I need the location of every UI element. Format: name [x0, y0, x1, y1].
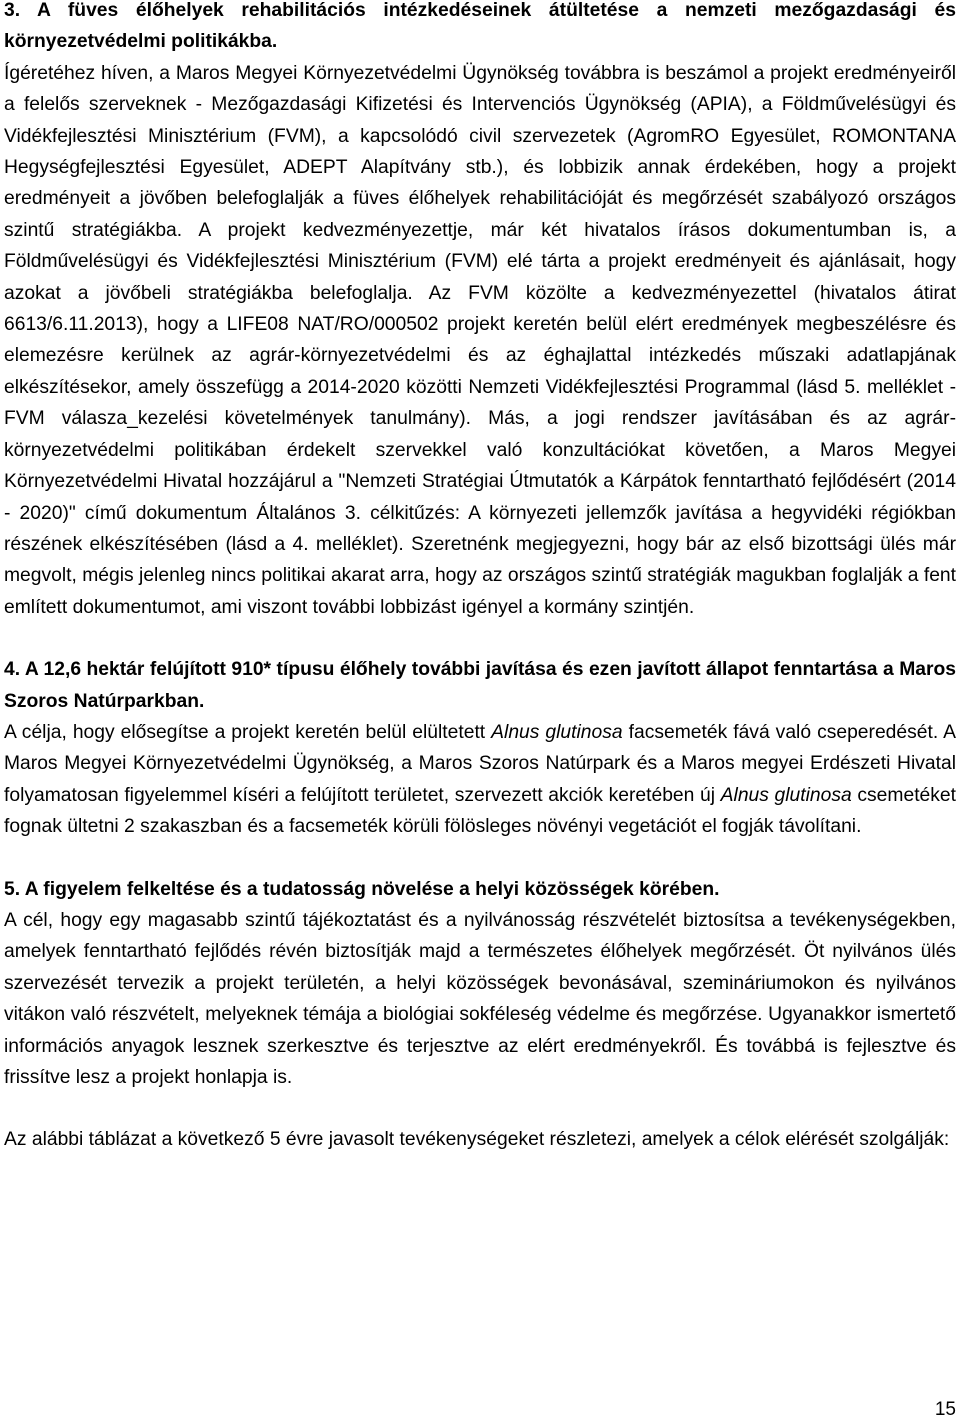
paragraph-gap	[4, 1093, 956, 1124]
section-3-heading: 3. A füves élőhelyek rehabilitációs intézkedéseinek átültetése a nemzeti mezőgazdasági és környezetvédelmi politikákba.	[4, 0, 956, 53]
section-4-body-part-2: facsemeték fává való cseperedését. A Maros Megyei Környezetvédelmi Ügynökség, a Maros Szoros Natúrpark és a Maros megyei Erdészeti Hivatal folyamatosan figyelemmel kíséri a felújított területet, szervezett akciók keretében új	[4, 721, 956, 806]
section-4-heading: 4. A 12,6 hektár felújított 910* típusu élőhely további javítása és ezen javított állapot fenntartása a Maros Szoros Natúrparkban.	[4, 659, 956, 712]
paragraph-gap	[4, 623, 956, 654]
closing-paragraph: Az alábbi táblázat a következő 5 évre javasolt tevékenységeket részletezi, amelyek a célok elérését szolgálják:	[4, 1129, 950, 1151]
section-4-body-part-3: csemetéket fognak ültetni 2 szakaszban és a facsemeték körüli fölösleges növényi vegetációt el fogják távolítani.	[4, 784, 956, 838]
section-5-body: A cél, hogy egy magasabb szintű tájékoztatást és a nyilvánosság részvételét biztosítsa a tevékenységekben, amelyek fenntartható fejlődés révén biztosítják majd a természetes élőhelyek megőrzését. Öt nyilvános ülés szervezését tervezik a projekt területén, a helyi közösségek bevonásával, szemináriumokon és nyilvános vitákon való részvételt, melyeknek témája a biológiai sokféleség védelme és megőrzése. Ugyanakkor ismertető információs anyagok lesznek szerkesztve és terjesztve az elért eredményekről. És továbbá is fejlesztve és frissítve lesz a projekt honlapja is.	[4, 909, 956, 1088]
document-page	[4, 0, 956, 1156]
section-4-body-part-1: A célja, hogy elősegítse a projekt keretén belül elültetett	[4, 721, 492, 743]
species-name: Alnus glutinosa	[720, 784, 852, 806]
section-4-body	[4, 717, 956, 843]
page-number: 15	[934, 1399, 956, 1420]
section-3-body: Ígéretéhez híven, a Maros Megyei Környezetvédelmi Ügynökség továbbra is beszámol a projekt eredményeiről a felelős szerveknek - Mezőgazdasági Kifizetési és Intervenciós Ügynökség (APIA), a Földművelésügyi és Vidékfejlesztési Minisztérium (FVM), a kapcsolódó civil szervezetek (AgromRO Egyesület, ROMONTANA Hegységfejlesztési Egyesület, ADEPT Alapítvány stb.), és lobbizik annak érdekében, hogy a projekt eredményeit a jövőben belefoglalják a füves élőhelyek rehabilitációját és megőrzését szabályozó országos szintű stratégiákba. A projekt kedvezményezettje, már két hivatalos írásos dokumentumban is, a Földművelésügyi és Vidékfejlesztési Minisztérium (FVM) elé tárta a projekt eredményeit és ajánlásait, hogy azokat a jövőbeli stratégiákba belefoglalja. Az FVM közölte a kedvezményezettel (hivatalos átirat 6613/6.11.2013), hogy a LIFE08 NAT/RO/000502 projekt keretén belül elért eredmények megbeszélésre és elemezésre kerülnek az agrár-környezetvédelmi és az éghajlattal intézkedés műszaki adatlapjának elkészítésekor, amely összefügg a 2014-2020 közötti Nemzeti Vidékfejlesztési Programmal (lásd 5. melléklet - FVM válasza_kezelési követelmények tanulmány). Más, a jogi rendszer javításában és az agrár-környezetvédelmi politikában érdekelt szervekkel való konzultációkat követően, a Maros Megyei Környezetvédelmi Hivatal hozzájárul a "Nemzeti Stratégiai Útmutatók a Kárpátok fenntartható fejlődésért (2014 - 2020)" című dokumentum Általános 3. célkitűzés: A környezeti jellemzők javítása a hegyvidéki régiókban részének elkészítésében (lásd a 4. melléklet). Szeretnénk megjegyezni, hogy bár az első bizottsági ülés már megvolt, mégis jelenleg nincs politikai akarat arra, hogy az országos szintű stratégiák magukban foglalják a fent említett dokumentumot, ami viszont további lobbizást igényel a kormány szintjén.	[4, 62, 956, 618]
species-name: Alnus glutinosa	[491, 721, 623, 743]
paragraph-gap	[4, 843, 956, 874]
section-5-heading: 5. A figyelem felkeltése és a tudatosság növelése a helyi közösségek körében.	[4, 878, 720, 900]
